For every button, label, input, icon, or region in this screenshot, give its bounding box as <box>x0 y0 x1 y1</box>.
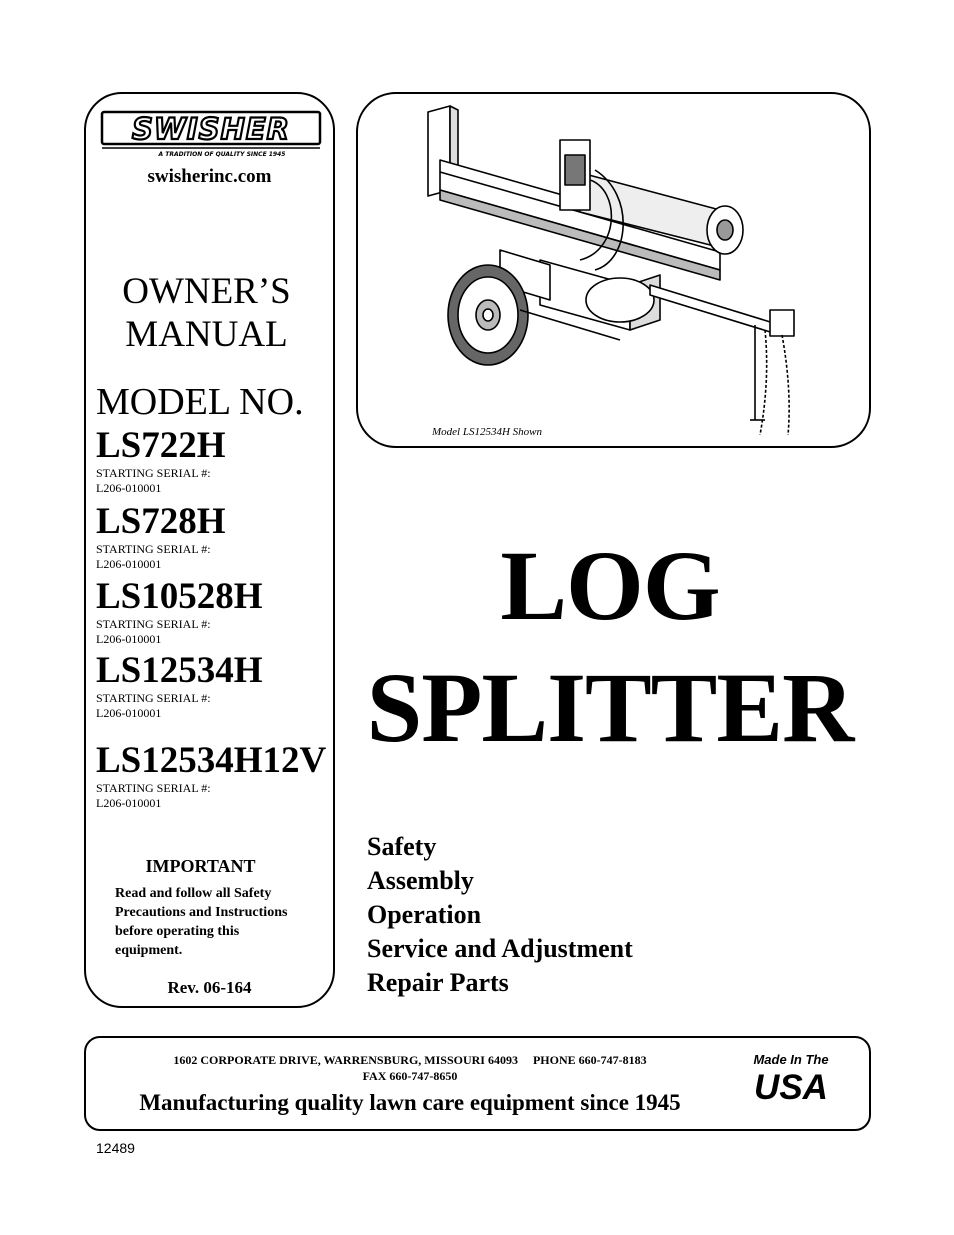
serial-number: L206-010001 <box>96 706 162 720</box>
safety-notice <box>115 884 325 960</box>
serial-number: L206-010001 <box>96 557 162 571</box>
model-name: LS10528H <box>96 576 263 617</box>
model-entry <box>96 426 226 496</box>
topics-list <box>367 830 633 1000</box>
serial-label: STARTING SERIAL #: <box>96 691 211 705</box>
serial-label: STARTING SERIAL #: <box>96 466 211 480</box>
svg-text:A TRADITION OF QUALITY SINCE 1: A TRADITION OF QUALITY SINCE 1945 <box>158 151 286 158</box>
model-name: LS728H <box>96 501 226 542</box>
owners-line: OWNER’S <box>122 271 291 312</box>
model-name: LS12534H <box>96 650 263 691</box>
manual-line: MANUAL <box>125 314 288 355</box>
svg-text:SWISHER: SWISHER <box>132 112 290 146</box>
made-in-country: USA <box>754 1068 828 1107</box>
company-address <box>100 1052 720 1084</box>
serial-number: L206-010001 <box>96 632 162 646</box>
made-in-label: Made In The <box>753 1052 829 1067</box>
model-entry <box>96 577 263 647</box>
address-line: 1602 CORPORATE DRIVE, WARRENSBURG, MISSOURI 64093 PHONE 660-747-8183 <box>173 1053 647 1067</box>
company-tagline: Manufacturing quality lawn care equipment since 1945 <box>139 1090 681 1115</box>
model-entry <box>96 651 263 721</box>
serial-number: L206-010001 <box>96 796 162 810</box>
document-number: 12489 <box>96 1140 135 1156</box>
topic-item: Safety <box>367 832 437 861</box>
title-line: SPLITTER <box>366 652 854 763</box>
owners-manual-heading <box>84 270 329 356</box>
topic-item: Repair Parts <box>367 968 509 997</box>
safety-notice-line: before operating this <box>115 924 240 939</box>
topic-item: Service and Adjustment <box>367 934 633 963</box>
model-entry <box>96 741 326 811</box>
fax-line: FAX 660-747-8650 <box>362 1069 458 1083</box>
important-heading: IMPORTANT <box>145 856 256 876</box>
title-line: LOG <box>500 530 720 641</box>
model-name: LS722H <box>96 425 226 466</box>
serial-label: STARTING SERIAL #: <box>96 617 211 631</box>
log-splitter-illustration <box>420 100 820 445</box>
safety-notice-line: equipment. <box>115 943 183 958</box>
document-title <box>345 525 875 769</box>
model-no-label: MODEL NO. <box>96 381 304 423</box>
website-url: swisherinc.com <box>147 166 272 187</box>
model-name: LS12534H12V <box>96 740 327 781</box>
swisher-logo <box>100 110 322 158</box>
revision-number: Rev. 06-164 <box>167 978 252 997</box>
serial-label: STARTING SERIAL #: <box>96 781 211 795</box>
topic-item: Operation <box>367 900 482 929</box>
topic-item: Assembly <box>367 866 474 895</box>
illustration-caption: Model LS12534H Shown <box>432 426 542 438</box>
safety-notice-line: Read and follow all Safety <box>115 886 272 901</box>
serial-number: L206-010001 <box>96 481 162 495</box>
serial-label: STARTING SERIAL #: <box>96 542 211 556</box>
safety-notice-line: Precautions and Instructions <box>115 905 288 920</box>
model-entry <box>96 502 226 572</box>
